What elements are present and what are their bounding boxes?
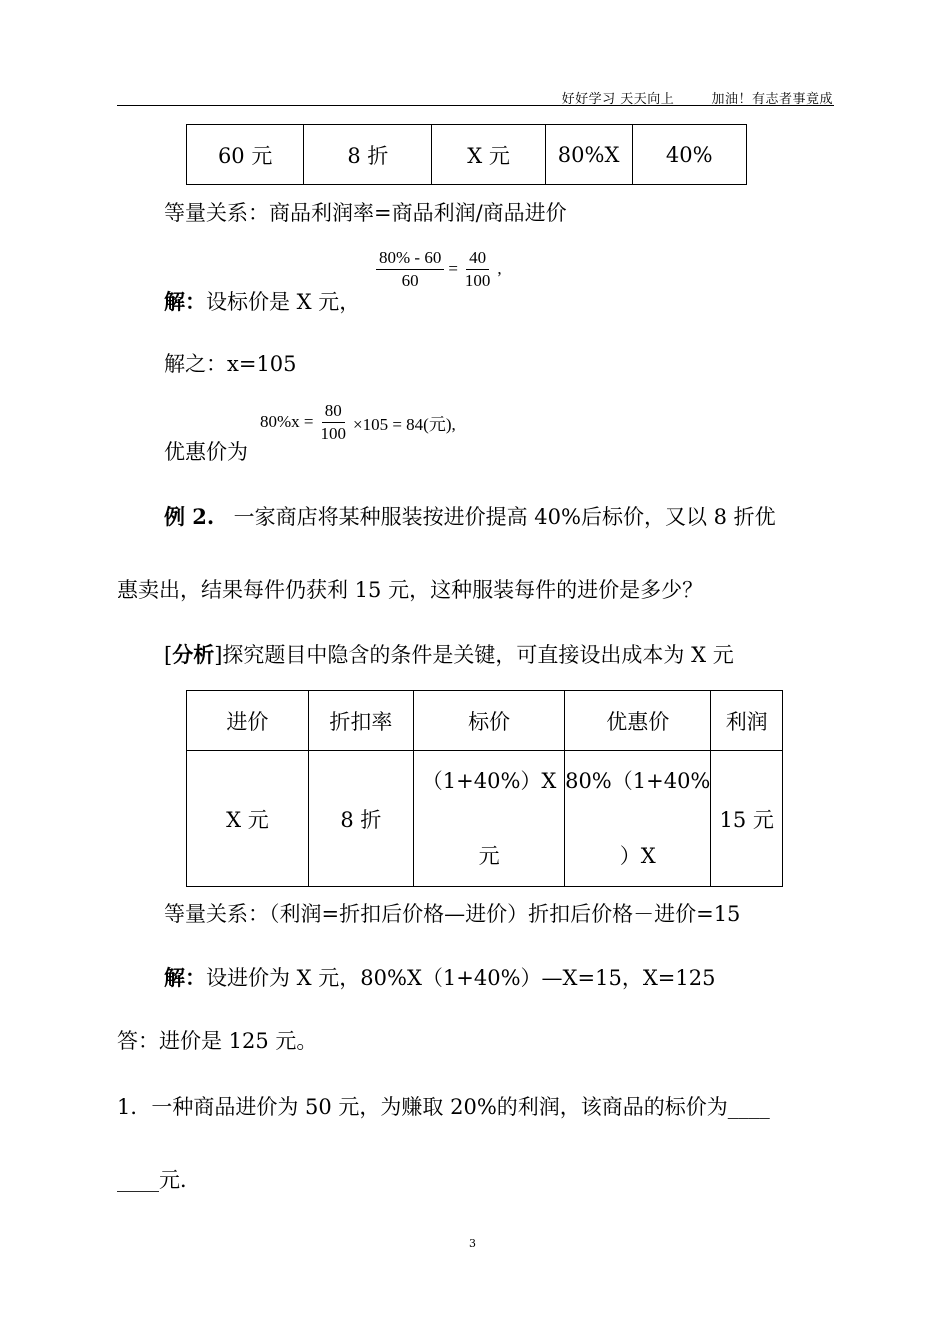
table-1	[186, 124, 747, 185]
relation-1: 等量关系：商品利润率=商品利润/商品进价	[164, 201, 567, 225]
example-2-line-2: 惠卖出，结果每件仍获利 15 元，这种服装每件的进价是多少？	[117, 578, 704, 602]
table-cell: 60 元	[187, 125, 304, 185]
table-cell: X 元	[432, 125, 545, 185]
solution-2	[164, 967, 715, 989]
relation-2: 等量关系：（利润=折扣后价格—进价）折扣后价格－进价=15	[164, 902, 741, 926]
formula-rest: ×105 = 84(元),	[353, 414, 456, 434]
table-cell: 8 折	[304, 125, 432, 185]
fraction	[318, 402, 350, 443]
table-header-cell: 优惠价	[565, 691, 711, 751]
solution-1	[164, 291, 360, 313]
table-cell: 8 折	[308, 751, 413, 887]
fraction-denominator: 100	[320, 423, 346, 443]
solution-label: 解：	[164, 289, 206, 314]
discount-text: 优惠价为	[164, 440, 248, 464]
cell-line: ）X	[619, 843, 656, 868]
table-row	[187, 751, 783, 887]
fraction-denominator: 60	[401, 270, 419, 290]
table-header-cell: 利润	[711, 691, 783, 751]
header-motto-right: 加油！有志者事竟成	[711, 92, 833, 107]
example-label: 例 2.	[164, 504, 215, 529]
cell-line: 元	[478, 843, 500, 868]
equation-1	[376, 249, 502, 290]
solution-text: 设标价是 X 元，	[206, 290, 361, 314]
fraction-numerator: 80	[322, 402, 345, 423]
fraction-right	[462, 249, 494, 290]
table-2	[186, 690, 783, 887]
table-cell: 40%	[632, 125, 747, 185]
header-rule	[117, 105, 834, 106]
solution-text: 设进价为 X 元，80%X（1+40%）—X=15，X=125	[206, 966, 716, 990]
analysis-bracket: [	[164, 643, 173, 667]
table-row	[187, 125, 747, 185]
answer-line: 答：进价是 125 元。	[117, 1029, 318, 1053]
example-2-line-1	[164, 506, 776, 528]
equation-trail: ,	[497, 259, 502, 279]
page-number: 3	[469, 1237, 476, 1250]
fraction-numerator: 40	[466, 249, 489, 270]
fraction-numerator: 80% - 60	[376, 249, 444, 270]
equals-sign: =	[448, 259, 458, 279]
table-header-cell: 进价	[187, 691, 309, 751]
table-header-row	[187, 691, 783, 751]
example-text: 一家商店将某种服装按进价提高 40%后标价，又以 8 折优	[233, 505, 776, 529]
fraction-left	[376, 249, 444, 290]
table-header-cell: 标价	[414, 691, 565, 751]
discount-formula	[260, 402, 456, 443]
exercise-1-line-1: 1．一种商品进价为 50 元，为赚取 20%的利润，该商品的标价为____	[117, 1095, 770, 1119]
exercise-1-line-2: ____元．	[117, 1168, 201, 1192]
table-cell	[565, 751, 711, 887]
formula-lhs: 80%x =	[260, 412, 314, 432]
cell-line: （1+40%）X	[421, 768, 557, 793]
table-cell: 80%X	[545, 125, 632, 185]
analysis-line	[164, 644, 734, 666]
table-cell: 15 元	[711, 751, 783, 887]
fraction-denominator: 100	[464, 270, 491, 290]
solution-label: 解：	[164, 965, 206, 990]
cell-line: 80%（1+40%	[565, 768, 711, 793]
table-header-cell: 折扣率	[308, 691, 413, 751]
table-cell: X 元	[187, 751, 309, 887]
solve-line: 解之：x=105	[164, 352, 297, 376]
analysis-text: ]探究题目中隐含的条件是关键，可直接设出成本为 X 元	[214, 643, 734, 667]
table-cell	[414, 751, 565, 887]
analysis-label: 分析	[172, 642, 215, 667]
header-motto-left: 好好学习 天天向上	[561, 92, 675, 107]
